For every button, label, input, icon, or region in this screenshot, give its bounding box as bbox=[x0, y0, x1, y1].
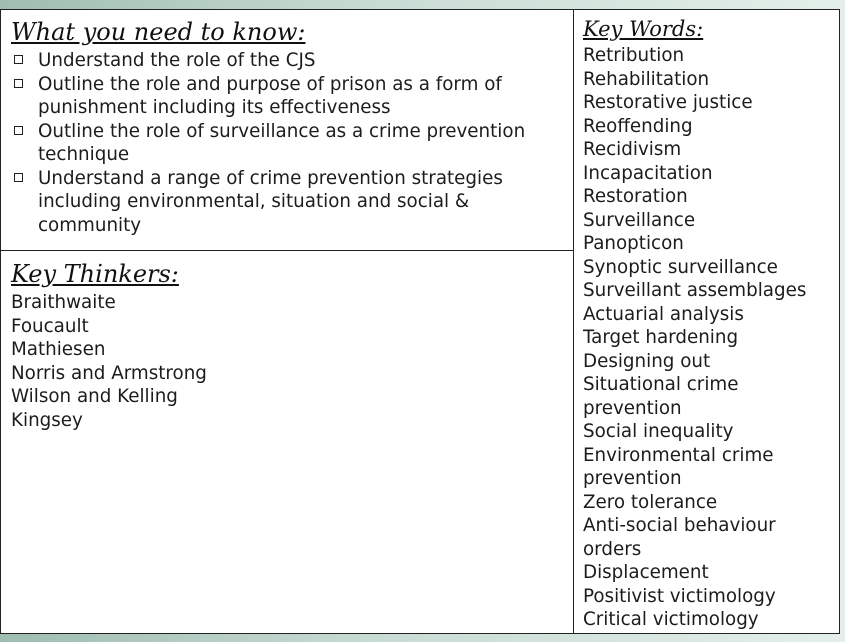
list-item: Social inequality bbox=[583, 421, 734, 442]
list-item bbox=[11, 167, 563, 238]
list-item: Mathiesen bbox=[11, 339, 106, 360]
list-item: Synoptic surveillance bbox=[583, 256, 778, 278]
list-item: Restorative justice bbox=[583, 92, 753, 113]
list-item: Norris and Armstrong bbox=[11, 362, 207, 384]
list-item: Critical victimology bbox=[583, 609, 759, 630]
need-to-know-cell bbox=[1, 10, 573, 251]
list-item: Wilson and Kelling bbox=[11, 386, 178, 407]
key-thinkers-heading: Key Thinkers: bbox=[11, 260, 179, 288]
list-item: Panopticon bbox=[583, 233, 684, 254]
list-item: Surveillance bbox=[583, 209, 696, 231]
list-item: Designing out bbox=[583, 350, 711, 372]
list-item: Positivist victimology bbox=[583, 585, 776, 607]
need-to-know-heading: What you need to know: bbox=[11, 18, 306, 46]
list-item: Braithwaite bbox=[11, 292, 116, 313]
list-item: Incapacitation bbox=[583, 162, 713, 184]
list-item-text: Understand a range of crime prevention strategies including environmental, situation and social & community bbox=[38, 167, 503, 236]
list-item: Surveillant assemblages bbox=[583, 280, 807, 301]
checkbox-icon bbox=[14, 126, 23, 135]
checkbox-icon bbox=[14, 173, 23, 182]
list-item bbox=[11, 73, 563, 120]
list-item: Actuarial analysis bbox=[583, 303, 744, 325]
list-item: Recidivism bbox=[583, 139, 682, 160]
left-column bbox=[1, 10, 573, 633]
list-item-text: Outline the role of surveillance as a crime prevention technique bbox=[38, 120, 526, 165]
key-thinkers-list bbox=[11, 291, 563, 432]
list-item: Reoffending bbox=[583, 115, 693, 137]
list-item-text: Outline the role and purpose of prison as a form of punishment including its effectiveness bbox=[38, 73, 502, 118]
list-item: Retribution bbox=[583, 45, 685, 66]
need-to-know-list bbox=[11, 49, 563, 237]
list-item: Rehabilitation bbox=[583, 68, 710, 90]
list-item: Anti-social behaviour orders bbox=[583, 515, 776, 560]
list-item: Kingsey bbox=[11, 409, 83, 431]
key-words-heading: Key Words: bbox=[583, 17, 704, 41]
list-item: Zero tolerance bbox=[583, 491, 718, 513]
list-item: Environmental crime prevention bbox=[583, 444, 774, 489]
list-item-text: Understand the role of the CJS bbox=[38, 50, 316, 71]
checkbox-icon bbox=[14, 79, 23, 88]
list-item: Displacement bbox=[583, 562, 709, 583]
list-item: Target hardening bbox=[583, 327, 739, 348]
list-item: Foucault bbox=[11, 315, 89, 337]
checkbox-icon bbox=[14, 55, 23, 64]
list-item bbox=[11, 120, 563, 167]
key-words-cell bbox=[573, 10, 839, 633]
key-words-list bbox=[583, 44, 833, 632]
list-item: Restoration bbox=[583, 186, 688, 207]
list-item bbox=[11, 49, 563, 73]
knowledge-organiser-table bbox=[0, 9, 840, 634]
key-thinkers-cell bbox=[1, 251, 573, 633]
list-item: Situational crime prevention bbox=[583, 374, 739, 419]
